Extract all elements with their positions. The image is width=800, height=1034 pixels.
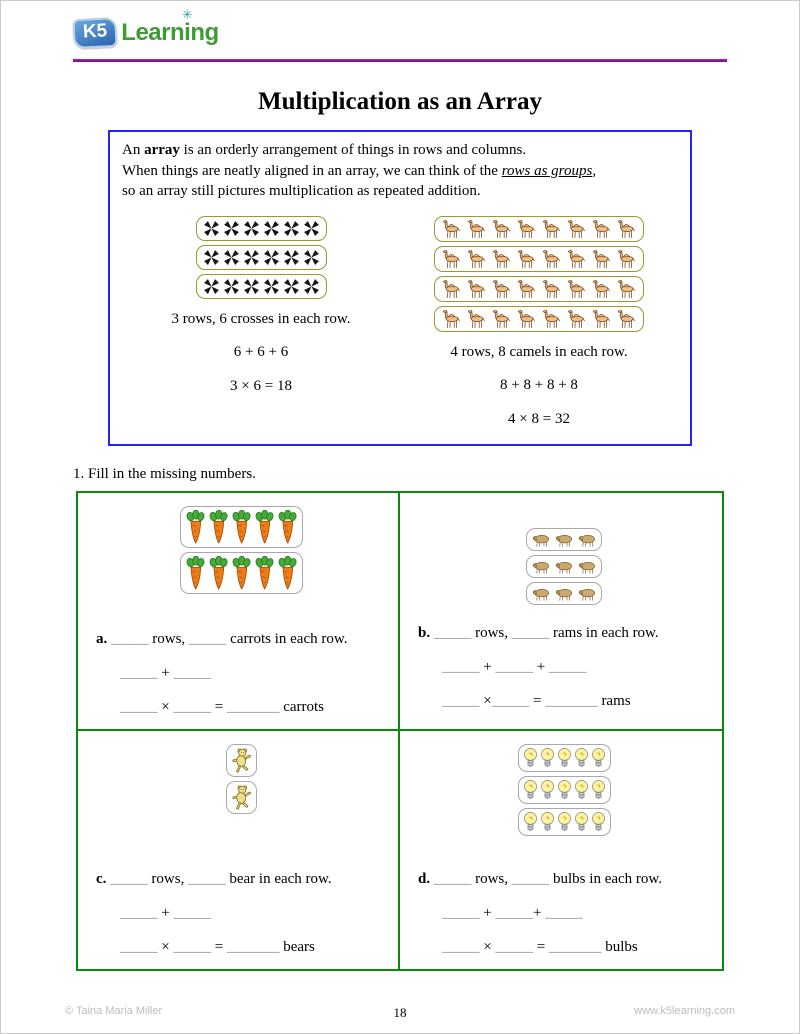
bear-icon: [230, 747, 253, 774]
cross-icon: [303, 220, 320, 237]
part-label: a.: [96, 631, 108, 648]
array-row: [434, 276, 644, 302]
blank-line: _____: [442, 905, 480, 922]
array-row: [526, 582, 602, 605]
cross-icon: [203, 278, 220, 295]
camel-icon: [590, 219, 613, 239]
blank-line: _____: [495, 939, 533, 956]
array-row: [434, 306, 644, 332]
bulb-icon: [557, 779, 572, 801]
blank-line: _____: [433, 871, 472, 888]
camel-icon: [465, 219, 488, 239]
part-line2: _____ + _____: [120, 905, 211, 922]
camel-icon: [490, 249, 513, 269]
camel-icon: [465, 249, 488, 269]
array-row: [196, 216, 327, 241]
bulb-icon: [523, 811, 538, 833]
bulb-icon: [540, 779, 555, 801]
camel-icon: [540, 279, 563, 299]
cross-icon: [263, 220, 280, 237]
intro-array-term: array: [144, 142, 180, 158]
bulb-icon: [540, 747, 555, 769]
part-line3: _____ × _____ = _______ bears: [120, 939, 315, 956]
camel-icon: [440, 249, 463, 269]
ram-icon: [577, 559, 597, 574]
intro-text: [122, 140, 678, 202]
cross-icon: [263, 249, 280, 266]
blank-line: _______: [226, 699, 280, 716]
carrot-icon: [209, 556, 228, 590]
examples-row: [122, 216, 678, 428]
part-line1: [96, 871, 386, 888]
part-d-lines: [418, 871, 710, 956]
ram-icon: [531, 586, 551, 601]
camel-icon: [515, 309, 538, 329]
intro-line1-pre: An: [122, 142, 145, 158]
camel-icon: [615, 249, 638, 269]
part-label: d.: [418, 871, 431, 888]
intro-line2-pre: When things are neatly aligned in an array, we can think of the: [122, 162, 502, 179]
ram-icon: [577, 586, 597, 601]
blank-line: _____: [491, 693, 530, 710]
bulb-icon: [523, 779, 538, 801]
camel-icon: [465, 309, 488, 329]
example-caption: 3 rows, 6 crosses in each row.: [171, 311, 351, 328]
blank-line: _____: [548, 659, 587, 676]
blank-line: _______: [545, 693, 598, 710]
blank-line: _____: [511, 625, 550, 642]
bulb-icon: [540, 811, 555, 833]
bulb-icon: [574, 747, 589, 769]
blank-line: _____: [173, 665, 211, 682]
blank-line: _____: [545, 905, 583, 922]
camel-icon: [540, 249, 563, 269]
carrot-icon: [186, 510, 205, 544]
bulb-icon: [523, 747, 538, 769]
camel-icon: [565, 309, 588, 329]
example-addition: 8 + 8 + 8 + 8: [500, 377, 578, 394]
part-a-cell: [78, 493, 400, 731]
part-line1-text: _____ rows, _____ carrots in each row.: [111, 631, 348, 648]
array-row: [196, 245, 327, 270]
blank-line: _____: [495, 659, 533, 676]
cross-icon: [223, 278, 240, 295]
cross-icon: [223, 220, 240, 237]
example-equation: 3 × 6 = 18: [230, 378, 292, 395]
blank-line: _____: [173, 905, 211, 922]
camel-icon: [565, 219, 588, 239]
part-c-cell: [78, 731, 400, 969]
part-c-lines: [96, 871, 386, 956]
ram-icon: [554, 559, 574, 574]
part-line3: _____ ×_____ = _______ rams: [442, 693, 631, 710]
array-row: [518, 808, 611, 836]
camel-icon: [615, 309, 638, 329]
bulb-icon: [574, 811, 589, 833]
blank-line: _____: [120, 905, 158, 922]
array-row: [196, 274, 327, 299]
array-row: [434, 246, 644, 272]
part-b-cell: [400, 493, 722, 731]
bulb-icon: [574, 779, 589, 801]
definition-box: [108, 130, 692, 446]
bear-icon: [230, 784, 253, 811]
example-equation: 4 × 8 = 32: [508, 411, 570, 428]
array-row: [434, 216, 644, 242]
bulb-icon: [591, 747, 606, 769]
camel-icon: [565, 279, 588, 299]
example-addition: 6 + 6 + 6: [233, 344, 289, 361]
ram-icon: [531, 559, 551, 574]
cross-icon: [283, 220, 300, 237]
camel-icon: [440, 219, 463, 239]
blank-line: _____: [188, 871, 226, 888]
blank-line: _____: [173, 939, 211, 956]
camel-icon: [540, 309, 563, 329]
part-a-lines: [96, 631, 386, 716]
carrot-icon: [255, 556, 274, 590]
blank-line: _____: [173, 699, 211, 716]
question-grid: [76, 491, 724, 971]
logo-k5-text: K5: [82, 20, 108, 43]
k5-learning-logo: [73, 7, 219, 51]
blank-line: _______: [226, 939, 280, 956]
carrot-icon: [255, 510, 274, 544]
blank-line: _____: [120, 699, 158, 716]
part-line1-text: _____ rows, _____ bulbs in each row.: [433, 871, 663, 888]
camel-icon: [490, 219, 513, 239]
blank-line: _____: [188, 631, 227, 648]
part-line1-text: _____ rows, _____ bear in each row.: [110, 871, 332, 888]
blank-line: _____: [433, 625, 472, 642]
blank-line: _____: [511, 871, 550, 888]
array-row: [226, 744, 257, 777]
example-caption: 4 rows, 8 camels in each row.: [450, 344, 628, 361]
cross-icon: [263, 278, 280, 295]
array-row: [226, 781, 257, 814]
carrot-icon: [278, 556, 297, 590]
carrot-icon: [186, 556, 205, 590]
bulb-icon: [557, 747, 572, 769]
camel-icon: [540, 219, 563, 239]
camel-icon: [615, 219, 638, 239]
part-b-lines: [418, 625, 710, 710]
bears-array: [96, 744, 386, 814]
array-row: [526, 528, 602, 551]
camel-icon: [440, 279, 463, 299]
cross-icon: [303, 249, 320, 266]
camel-icon: [490, 279, 513, 299]
crosses-array: [196, 216, 327, 299]
website-text: www.k5learning.com: [634, 1005, 735, 1017]
blank-line: _____: [442, 693, 480, 710]
cross-icon: [203, 220, 220, 237]
array-row: [180, 552, 303, 594]
camel-icon: [565, 249, 588, 269]
ram-icon: [577, 532, 597, 547]
part-line2: _____ + _____: [120, 665, 211, 682]
part-d-cell: [400, 731, 722, 969]
bulbs-array: [418, 744, 710, 836]
bulb-icon: [557, 811, 572, 833]
logo-learning-text: Learning: [121, 19, 219, 46]
bulb-icon: [591, 779, 606, 801]
camel-icon: [440, 309, 463, 329]
carrot-icon: [278, 510, 297, 544]
array-row: [518, 776, 611, 804]
blank-line: _____: [120, 665, 158, 682]
ram-icon: [554, 586, 574, 601]
intro-line3: so an array still pictures multiplication as repeated addition.: [122, 183, 481, 200]
camel-icon: [515, 249, 538, 269]
part-line1-text: _____ rows, _____ rams in each row.: [433, 625, 659, 642]
part-line3: _____ × _____ = _______ bulbs: [442, 939, 638, 956]
question-prompt-text: Fill in the missing numbers.: [88, 466, 256, 483]
cross-icon: [303, 278, 320, 295]
part-label: b.: [418, 625, 431, 642]
cross-icon: [283, 249, 300, 266]
sparkle-icon: ✳: [181, 7, 193, 22]
cross-icon: [283, 278, 300, 295]
blank-line: _____: [120, 939, 158, 956]
camels-array: [434, 216, 644, 332]
page-number: 18: [393, 1005, 407, 1020]
page-title: Multiplication as an Array: [257, 88, 543, 115]
camel-icon: [590, 249, 613, 269]
part-line1: [96, 631, 386, 648]
page-footer: [1, 1005, 799, 1020]
carrot-icon: [232, 556, 251, 590]
carrot-icon: [232, 510, 251, 544]
carrots-array: [96, 506, 386, 594]
array-row: [180, 506, 303, 548]
carrot-icon: [209, 510, 228, 544]
copyright-text: © Taina Maria Miller: [65, 1005, 163, 1017]
ram-icon: [554, 532, 574, 547]
blank-line: _____: [442, 659, 480, 676]
cross-icon: [243, 249, 260, 266]
cross-icon: [243, 220, 260, 237]
purple-divider: [73, 59, 727, 62]
page-header: [1, 1, 799, 62]
part-line2: _____ + _____+ _____: [442, 905, 583, 922]
part-label: c.: [96, 871, 107, 888]
camel-icon: [515, 279, 538, 299]
blank-line: _____: [495, 905, 533, 922]
intro-line2-post: ,: [592, 162, 597, 179]
camel-icon: [590, 309, 613, 329]
camel-icon: [590, 279, 613, 299]
camel-icon: [515, 219, 538, 239]
blank-line: _______: [548, 939, 602, 956]
example-camels: [400, 216, 678, 428]
example-crosses: [122, 216, 400, 428]
part-line3: _____ × _____ = _______ carrots: [120, 699, 324, 716]
ram-icon: [531, 532, 551, 547]
part-line1: [418, 871, 710, 888]
k5-book-icon: [72, 17, 118, 49]
intro-line1-post: is an orderly arrangement of things in rows and columns.: [179, 142, 527, 158]
part-line2: _____ + _____ + _____: [442, 659, 587, 676]
intro-rows-as-groups: rows as groups: [501, 162, 593, 179]
part-line1: [418, 625, 710, 642]
cross-icon: [243, 278, 260, 295]
cross-icon: [223, 249, 240, 266]
camel-icon: [465, 279, 488, 299]
question-prompt: [73, 466, 799, 483]
cross-icon: [203, 249, 220, 266]
question-number: 1.: [73, 466, 85, 483]
array-row: [518, 744, 611, 772]
rams-array: [418, 528, 710, 605]
array-row: [526, 555, 602, 578]
blank-line: _____: [111, 631, 149, 648]
bulb-icon: [591, 811, 606, 833]
camel-icon: [615, 279, 638, 299]
blank-line: _____: [442, 939, 480, 956]
blank-line: _____: [110, 871, 148, 888]
camel-icon: [490, 309, 513, 329]
